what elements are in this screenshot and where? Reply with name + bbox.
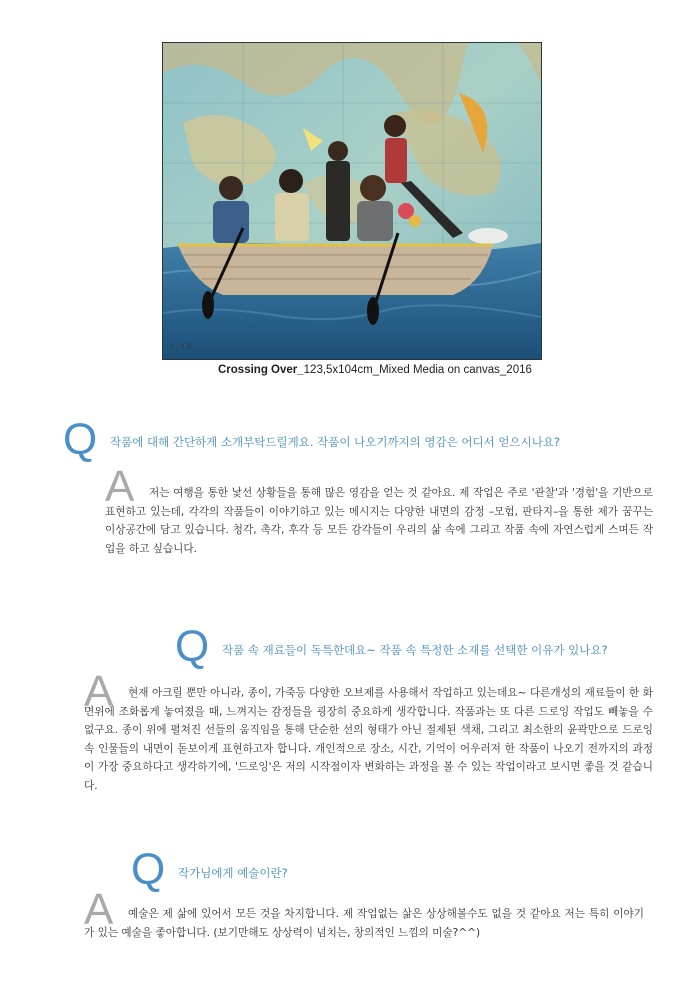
answer-2-letter: A xyxy=(84,667,114,716)
artwork-details: 123,5x104cm_Mixed Media on canvas_2016 xyxy=(303,364,532,376)
answer-1-text: 저는 여행을 통한 낯선 상황들을 통해 많은 영감을 얻는 것 같아요. 제 작업은 주로 '관찰'과 '경험'을 기반으로 표현하고 있는데, 각각의 작품들이 이야기하고 있는 메시지는 다양한 내면의 감정 –모험, 판타지–을 통한 제가 꿈꾸는 이상공간에 담고 있습니다. 청각, 촉각, 후각 등 모든 감각들이 우리의 삶 속에 그리고 작품 속에 자연스럽게 스며든 작업을 하고 싶습니다. xyxy=(105,487,653,555)
artwork-title: Crossing Over_ xyxy=(218,364,304,376)
answer-3-letter: A xyxy=(84,885,114,934)
question-3-text: 작가님에게 예술이란? xyxy=(178,866,288,880)
artwork-caption xyxy=(218,364,548,376)
question-1-letter: Q xyxy=(63,415,98,464)
question-1-text: 작품에 대해 간단하게 소개부탁드릴게요. 작품이 나오기까지의 영감은 어디서 얻으시나요? xyxy=(110,435,561,449)
artwork-image xyxy=(162,42,542,360)
answer-1-letter: A xyxy=(105,462,135,511)
answer-2-text: 현재 아크릴 뿐만 아니라, 종이, 가죽등 다양한 오브제를 사용해서 작업하고 있는데요~ 다른개성의 재료들이 한 화면위에 조화롭게 놓여졌을 때, 느껴지는 감정들을 굉장히 중요하게 생각합니다. 작품과는 또 다른 드로잉 작업도 빼놓을 수 없구요. 종이 위에 펼쳐진 선들의 움직임을 통해 단순한 선의 형태가 아닌 절제된 색채, 그리고 최소한의 윤곽만으로 드로잉 속 인물들의 내면이 돋보이게 표현하고자 합니다. 개인적으로 장소, 시간, 기억이 어우러져 한 작품이 나오기 전까지의 과정이 가장 중요하다고 생각하기에, '드로잉'은 저의 시작점이자 변화하는 과정을 볼 수 있는 작업이라고 보시면 좋을 것 같습니다. xyxy=(84,687,653,792)
artist-signature: C.Y.K xyxy=(171,341,194,351)
question-2-letter: Q xyxy=(175,622,210,671)
question-2-text: 작품 속 재료들이 독특한데요~ 작품 속 특정한 소재를 선택한 이유가 있나요? xyxy=(222,643,608,657)
question-3-letter: Q xyxy=(131,845,166,894)
answer-3-text: 예술은 제 삶에 있어서 모든 것을 차지합니다. 제 작업없는 삶은 상상해볼수도 없을 것 같아요 저는 특히 이야기가 있는 예술을 좋아합니다. (보기만해도 상상력이 넘치는, 창의적인 느낌의 미술?^^) xyxy=(84,908,644,939)
